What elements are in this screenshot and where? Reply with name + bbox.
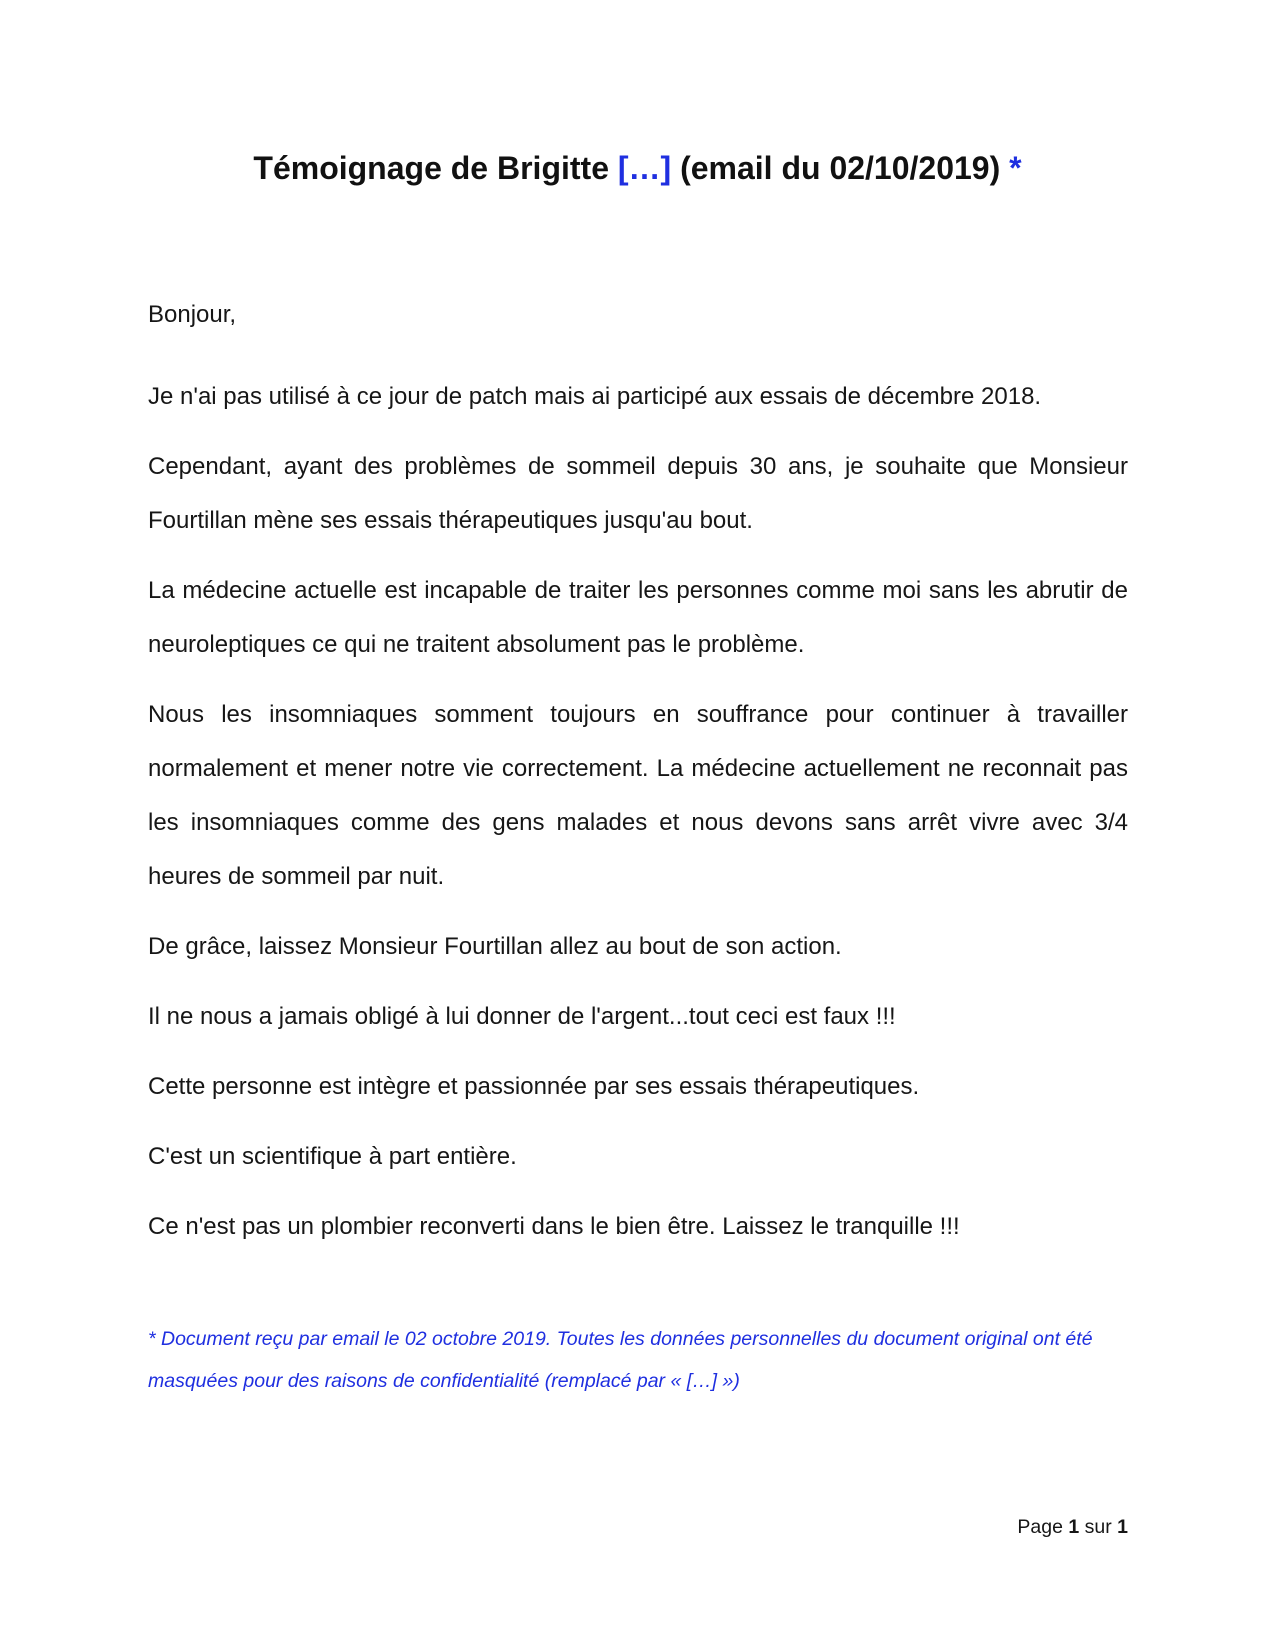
page-number-current: 1 — [1068, 1516, 1080, 1538]
page-title — [140, 148, 1135, 188]
page-number-total: 1 — [1117, 1516, 1128, 1538]
paragraph: C'est un scientifique à part entière. — [148, 1143, 517, 1170]
letter-body — [148, 300, 1128, 1270]
title-asterisk: * — [1009, 150, 1022, 186]
page-number-separator: sur — [1084, 1516, 1112, 1538]
page-number-prefix: Page — [1017, 1516, 1063, 1538]
footnote: * Document reçu par email le 02 octobre 2019. Toutes les données personnelles du document original ont été masquées pour des raisons de confidentialité (remplacé par « […] ») — [148, 1328, 1093, 1392]
paragraph: Cette personne est intègre et passionnée par ses essais thérapeutiques. — [148, 1073, 920, 1100]
title-date: (email du 02/10/2019) — [680, 150, 1001, 186]
paragraph: Nous les insomniaques somment toujours en souffrance pour continuer à travailler normalement et mener notre vie correctement. La médecine actuellement ne reconnait pas les insomniaques comme des gens malades et nous devons sans arrêt vivre avec 3/4 heures de sommeil par nuit. — [148, 701, 1128, 890]
paragraph: Ce n'est pas un plombier reconverti dans le bien être. Laissez le tranquille !!! — [148, 1213, 960, 1240]
page-number — [1017, 1516, 1128, 1539]
paragraph: Il ne nous a jamais obligé à lui donner de l'argent...tout ceci est faux !!! — [148, 1003, 896, 1030]
title-text: Témoignage de Brigitte — [253, 150, 609, 186]
paragraph-greeting: Bonjour, — [148, 301, 237, 328]
paragraph: De grâce, laissez Monsieur Fourtillan allez au bout de son action. — [148, 933, 842, 960]
title-redacted-marker: […] — [617, 150, 672, 186]
paragraph: La médecine actuelle est incapable de traiter les personnes comme moi sans les abrutir de neuroleptiques ce qui ne traitent absolument pas le problème. — [148, 577, 1128, 658]
paragraph: Cependant, ayant des problèmes de sommeil depuis 30 ans, je souhaite que Monsieur Fourtillan mène ses essais thérapeutiques jusqu'au bout. — [148, 453, 1128, 534]
paragraph: Je n'ai pas utilisé à ce jour de patch mais ai participé aux essais de décembre 2018. — [148, 383, 1042, 410]
